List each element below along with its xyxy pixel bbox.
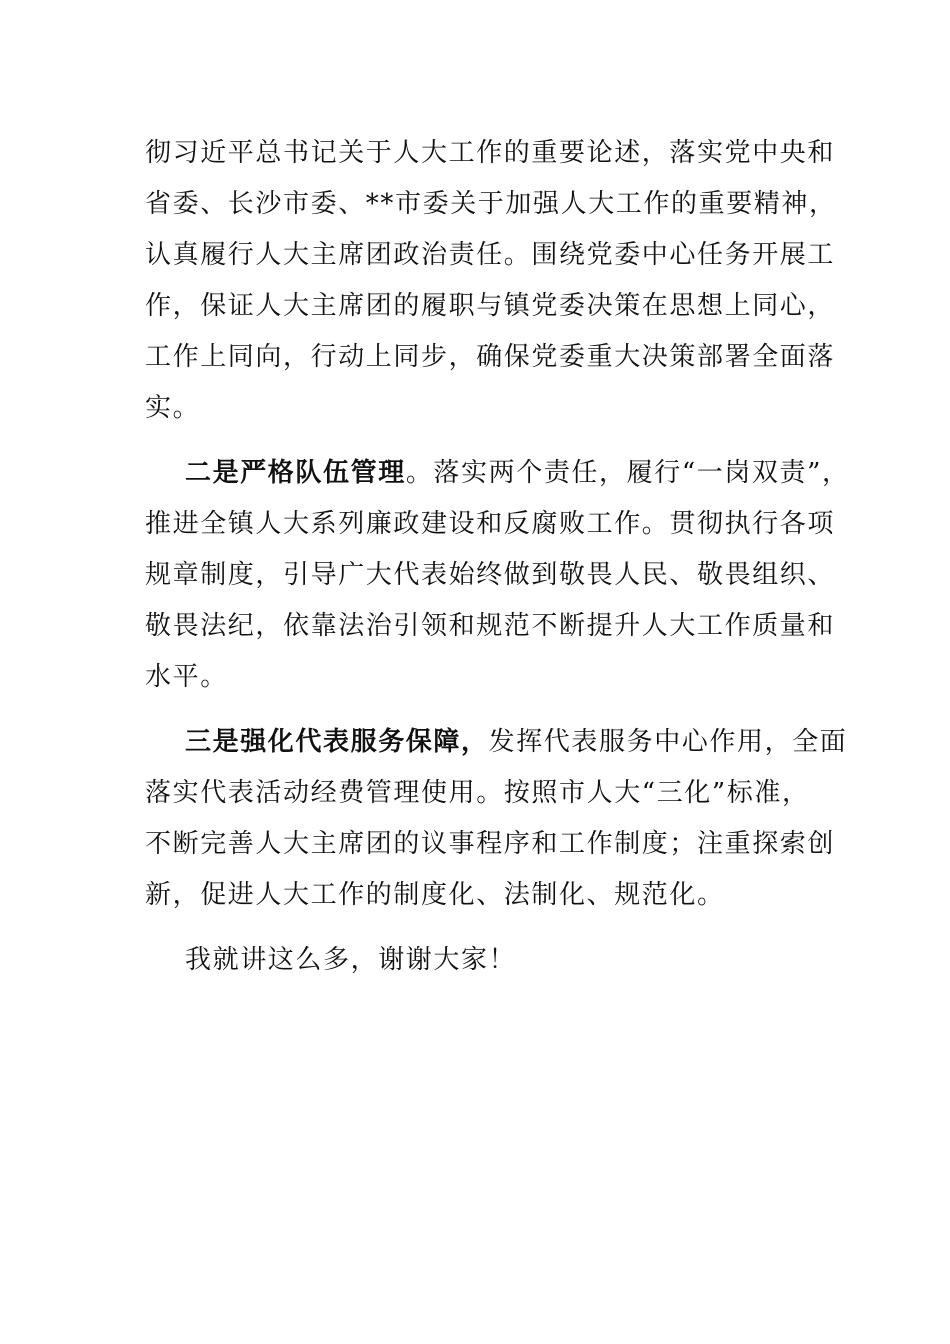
paragraph-closing [145, 935, 813, 986]
paragraph-lead: 三是强化代表服务保障， [185, 727, 489, 757]
paragraph-line: 不断完善人大主席团的议事程序和工作制度；注重探索创 [145, 829, 836, 859]
paragraph-text: 。落实两个责任，履行“一岗双责”， [405, 458, 850, 488]
paragraph-line: 新，促进人大工作的制度化、法制化、规范化。 [145, 880, 725, 910]
paragraph-lead: 二是严格队伍管理 [185, 458, 406, 488]
paragraph-line: 落实代表活动经费管理使用。按照市人大“三化”标准， [145, 778, 810, 808]
closing-line: 我就讲这么多，谢谢大家！ [185, 945, 517, 975]
paragraph-continuation [145, 128, 837, 434]
paragraph-line: 彻习近平总书记关于人大工作的重要论述，落实党中央和 [145, 138, 836, 168]
paragraph-line: 规章制度，引导广大代表始终做到敬畏人民、敬畏组织、 [145, 560, 836, 590]
paragraph-line: 认真履行人大主席团政治责任。围绕党委中心任务开展工 [145, 240, 836, 270]
paragraph-line: 作，保证人大主席团的履职与镇党委决策在思想上同心， [145, 291, 836, 321]
paragraph-team-management [145, 448, 850, 703]
paragraph-line: 实。 [145, 393, 201, 423]
paragraph-line: 敬畏法纪，依靠法治引领和规范不断提升人大工作质量和 [145, 611, 836, 641]
paragraph-first-line [145, 448, 850, 499]
paragraph-line: 推进全镇人大系列廉政建设和反腐败工作。贯彻执行各项 [145, 509, 836, 539]
paragraph-first-line [145, 717, 848, 768]
paragraph-text: 发挥代表服务中心作用，全面 [488, 727, 848, 757]
paragraph-line: 水平。 [145, 662, 228, 692]
paragraph-service-guarantee [145, 717, 848, 921]
paragraph-line: 工作上同向，行动上同步，确保党委重大决策部署全面落 [145, 342, 836, 372]
paragraph-line: 省委、长沙市委、**市委关于加强人大工作的重要精神， [145, 189, 837, 219]
document-body [145, 128, 850, 1000]
